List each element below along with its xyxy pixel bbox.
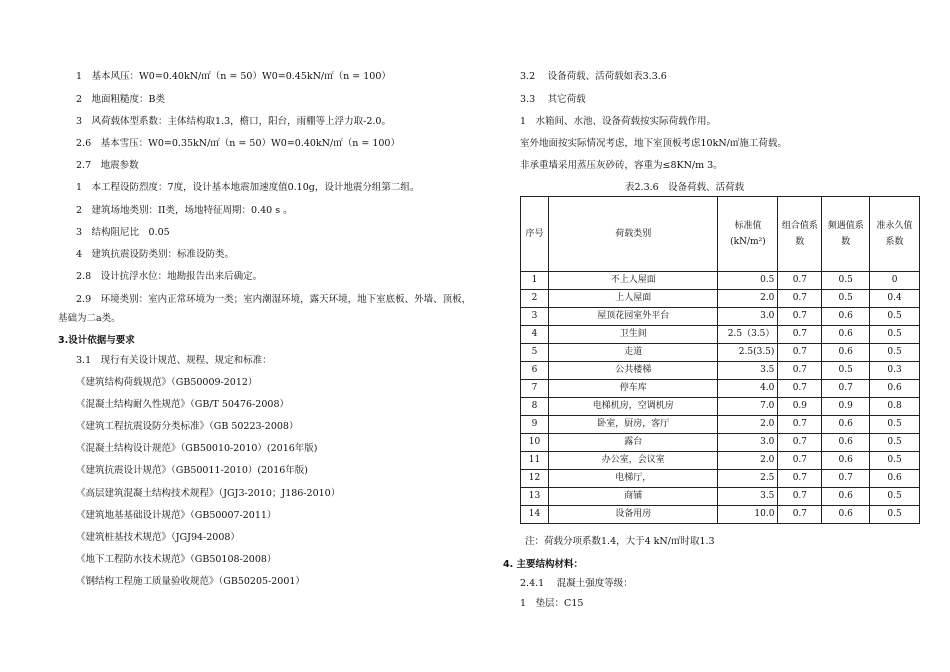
header-standard-value: 标准值(kN/m²) [718,197,778,272]
cell-combination: 0.7 [778,308,822,326]
cell-quasi-permanent: 0.6 [870,470,920,488]
cell-load-type: 卧室，厨房，客厅 [548,416,718,434]
standard-item: 《混凝土结构耐久性规范》（GB/T 50476-2008） [76,399,289,410]
cell-standard-value: 0.5 [718,272,778,290]
anti-float-line: 2.8 设计抗浮水位：地勘报告出来后确定。 [76,271,263,282]
outdoor-ground-line: 室外地面按实际情况考虑，地下室顶板考虑10kN/㎡施工荷载。 [520,138,787,149]
cell-load-type: 卫生间 [548,326,718,344]
header-quasi-permanent: 准永久值系数 [870,197,920,272]
seismic-intensity-line: 1 本工程设防烈度：7度，设计基本地震加速度值0.10g，设计地震分组第二组。 [76,182,420,193]
cell-quasi-permanent: 0.5 [870,452,920,470]
table-row [521,344,920,362]
cell-standard-value: 2.5（3.5） [718,326,778,344]
cell-quasi-permanent: 0.5 [870,344,920,362]
cell-frequent: 0.6 [822,308,870,326]
header-combination: 组合值系数 [778,197,822,272]
wind-pressure-line: 1 基本风压：W0=0.40kN/㎡（n = 50）W0=0.45kN/㎡（n = 100） [76,71,391,82]
cell-standard-value: 2.0 [718,452,778,470]
cell-quasi-permanent: 0 [870,272,920,290]
cell-frequent: 0.6 [822,488,870,506]
cell-quasi-permanent: 0.5 [870,506,920,524]
table-row [521,452,920,470]
cell-standard-value: 2.5(3.5) [718,344,778,362]
equipment-load-ref: 3.2 设备荷载、活荷载如表3.3.6 [520,71,667,82]
cell-standard-value: 10.0 [718,506,778,524]
cell-frequent: 0.6 [822,344,870,362]
environment-category-line: 2.9 环境类别：室内正常环境为一类；室内潮湿环境，露天环境，地下室底板、外墙、顶板， [76,294,472,305]
cell-frequent: 0.6 [822,506,870,524]
cell-load-type: 办公室，会议室 [548,452,718,470]
partition-wall-line: 非承重墙采用蒸压灰砂砖，容重为≤8KN/m 3。 [520,160,723,171]
cell-load-type: 商铺 [548,488,718,506]
cell-quasi-permanent: 0.5 [870,326,920,344]
header-load-type: 荷载类别 [548,197,718,272]
cell-index: 5 [521,344,549,362]
cell-quasi-permanent: 0.5 [870,308,920,326]
section4-title: 4. 主要结构材料： [503,559,584,570]
cell-quasi-permanent: 0.3 [870,362,920,380]
cell-combination: 0.7 [778,344,822,362]
cell-combination: 0.7 [778,290,822,308]
cell-quasi-permanent: 0.8 [870,398,920,416]
table-row [521,488,920,506]
section3-title: 3.设计依据与要求 [58,335,135,346]
cell-combination: 0.7 [778,506,822,524]
table-row [521,326,920,344]
cell-combination: 0.7 [778,434,822,452]
damping-ratio-line: 3 结构阻尼比 0.05 [76,227,170,238]
standard-item: 《建筑桩基技术规范》（JGJ94-2008） [76,532,240,543]
load-table [520,196,920,524]
cell-load-type: 公共楼梯 [548,362,718,380]
cell-load-type: 设备用房 [548,506,718,524]
table-row [521,380,920,398]
cell-combination: 0.7 [778,416,822,434]
table-title: 表2.3.6 设备荷载、活荷载 [625,182,745,193]
standard-item: 《建筑地基基础设计规范》（GB50007-2011） [76,510,277,521]
header-frequent: 频遇值系数 [822,197,870,272]
table-row [521,362,920,380]
cell-index: 8 [521,398,549,416]
table-row [521,272,920,290]
standard-item: 《混凝土结构设计规范》（GB50010-2010）(2016年版) [76,443,318,454]
cell-standard-value: 2.0 [718,290,778,308]
standard-item: 《地下工程防水技术规范》（GB50108-2008） [76,554,277,565]
standard-item: 《建筑工程抗震设防分类标准》（GB 50223-2008） [76,421,299,432]
cell-combination: 0.7 [778,470,822,488]
cell-frequent: 0.5 [822,272,870,290]
table-row [521,290,920,308]
table-note: 注：荷载分项系数1.4，大于4 kN/㎡时取1.3 [525,536,715,547]
cell-index: 9 [521,416,549,434]
snow-pressure-line: 2.6 基本雪压：W0=0.35kN/㎡（n = 50）W0=0.40kN/㎡（n = 100） [76,138,400,149]
table-row [521,416,920,434]
standard-item: 《钢结构工程施工质量验收规范》（GB50205-2001） [76,576,305,587]
table-row [521,506,920,524]
section3-intro: 3.1 现行有关设计规范、规程、规定和标准： [76,355,272,366]
wind-shape-coefficient-line: 3 风荷载体型系数：主体结构取1.3，檐口，阳台，雨棚等上浮力取-2.0。 [76,116,391,127]
header-index: 序号 [521,197,549,272]
table-row [521,434,920,452]
cell-index: 2 [521,290,549,308]
cell-quasi-permanent: 0.5 [870,488,920,506]
cell-frequent: 0.7 [822,470,870,488]
cell-index: 4 [521,326,549,344]
cell-combination: 0.7 [778,362,822,380]
cell-frequent: 0.6 [822,326,870,344]
cell-quasi-permanent: 0.5 [870,434,920,452]
seismic-heading: 2.7 地震参数 [76,160,139,171]
cell-index: 7 [521,380,549,398]
cell-quasi-permanent: 0.6 [870,380,920,398]
site-category-line: 2 建筑场地类别：II类，场地特征周期：0.40 s 。 [76,205,293,216]
cell-standard-value: 3.5 [718,488,778,506]
cell-load-type: 露台 [548,434,718,452]
standard-item: 《高层建筑混凝土结构技术规程》（JGJ3-2010；J186-2010） [76,488,341,499]
cell-load-type: 上人屋面 [548,290,718,308]
cell-index: 14 [521,506,549,524]
seismic-category-line: 4 建筑抗震设防类别：标准设防类。 [76,249,235,260]
cell-index: 6 [521,362,549,380]
cell-combination: 0.7 [778,452,822,470]
cell-index: 10 [521,434,549,452]
cell-combination: 0.7 [778,272,822,290]
cell-index: 12 [521,470,549,488]
standard-item: 《建筑抗震设计规范》（GB50011-2010）(2016年版) [76,465,309,476]
table-header-row [521,197,920,272]
cell-frequent: 0.6 [822,452,870,470]
cell-load-type: 走道 [548,344,718,362]
cell-frequent: 0.6 [822,434,870,452]
table-row [521,470,920,488]
cell-index: 3 [521,308,549,326]
cell-standard-value: 3.5 [718,362,778,380]
cell-frequent: 0.6 [822,416,870,434]
cell-quasi-permanent: 0.5 [870,416,920,434]
cell-combination: 0.9 [778,398,822,416]
cell-frequent: 0.9 [822,398,870,416]
cell-quasi-permanent: 0.4 [870,290,920,308]
water-tank-line: 1 水箱间、水池、设备荷载按实际荷载作用。 [520,116,717,127]
cell-standard-value: 3.0 [718,308,778,326]
cushion-grade-line: 1 垫层：C15 [520,598,584,609]
cell-standard-value: 2.0 [718,416,778,434]
cell-frequent: 0.5 [822,362,870,380]
environment-category-cont: 基础为二a类。 [58,313,121,324]
cell-index: 11 [521,452,549,470]
cell-index: 1 [521,272,549,290]
cell-load-type: 电梯厅， [548,470,718,488]
cell-frequent: 0.5 [822,290,870,308]
cell-standard-value: 3.0 [718,434,778,452]
cell-combination: 0.7 [778,380,822,398]
cell-standard-value: 2.5 [718,470,778,488]
ground-roughness-line: 2 地面粗糙度：B类 [76,94,166,105]
cell-combination: 0.7 [778,326,822,344]
cell-load-type: 停车库 [548,380,718,398]
cell-frequent: 0.7 [822,380,870,398]
standard-item: 《建筑结构荷载规范》（GB50009-2012） [76,377,258,388]
cell-standard-value: 7.0 [718,398,778,416]
table-row [521,308,920,326]
cell-index: 13 [521,488,549,506]
cell-standard-value: 4.0 [718,380,778,398]
concrete-grade-heading: 2.4.1 混凝土强度等级： [520,578,633,589]
cell-load-type: 屋顶花园室外平台 [548,308,718,326]
cell-combination: 0.7 [778,488,822,506]
cell-load-type: 电梯机房，空调机房 [548,398,718,416]
table-row [521,398,920,416]
other-loads-heading: 3.3 其它荷载 [520,94,586,105]
cell-load-type: 不上人屋面 [548,272,718,290]
